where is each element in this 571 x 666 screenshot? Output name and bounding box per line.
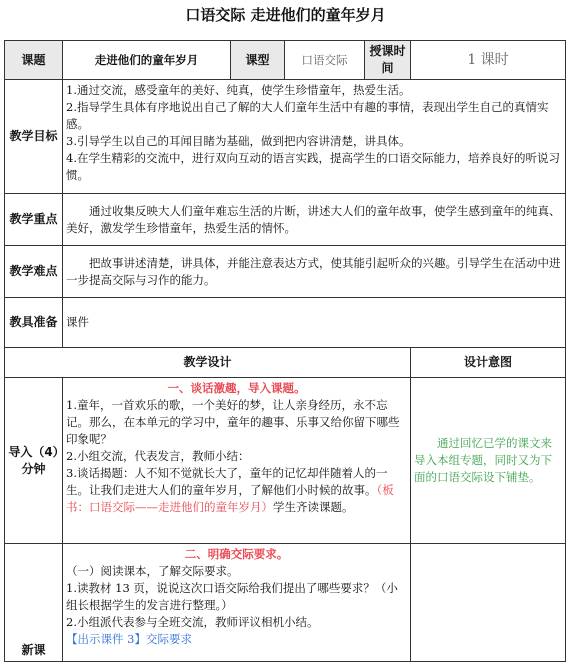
- design-header-row: [5, 348, 566, 378]
- intent-header: 设计意图: [411, 348, 566, 378]
- goal-item: 2.指导学生具体有序地说出自己了解的大人们童年生活中有趣的事情，表现出学生自己的真情实感。: [66, 100, 549, 131]
- topic-value: 走进他们的童年岁月: [63, 41, 231, 80]
- hours-value: 1 课时: [411, 41, 566, 80]
- new-lesson-heading: 二、明确交际要求。: [184, 547, 289, 561]
- intro-content: [63, 378, 411, 544]
- topic-label: 课题: [5, 41, 63, 80]
- new-lesson-row: [5, 544, 566, 662]
- key-points-label: 教学重点: [5, 194, 63, 246]
- key-points-row: [5, 194, 566, 246]
- header-row: [5, 41, 566, 80]
- difficulties-row: [5, 246, 566, 298]
- difficulties-text: 把故事讲述清楚，讲具体，并能注意表达方式，使其能引起听众的兴趣。引导学生在活动中进一步提高交际与习作的能力。: [63, 246, 566, 298]
- lesson-plan-table: [4, 40, 566, 662]
- intro-label: 导入（4）分钟: [5, 378, 63, 544]
- goal-item: 4.在学生精彩的交流中，进行双向互动的语言实践，提高学生的口语交际能力，培养良好的听说习惯。: [66, 151, 560, 182]
- hours-label: 授课时间: [365, 41, 411, 80]
- document-title: 口语交际 走进他们的童年岁月: [185, 6, 386, 24]
- goal-item: 3.引导学生以自己的耳闻目睹为基础，做到把内容讲清楚，讲具体。: [66, 134, 411, 148]
- intro-intent: 通过回忆已学的课文来导入本组专题，同时又为下面的口语交际设下铺垫。: [411, 378, 566, 544]
- goals-label: 教学目标: [5, 80, 63, 194]
- new-lesson-paragraph: 1.读教材 13 页，说说这次口语交际给我们提出了哪些要求？（小组长根据学生的发言进行整理。）: [66, 581, 398, 612]
- blackboard-note: （板书：口语交际——走进他们的童年岁月）: [66, 483, 394, 514]
- new-lesson-subheading: （一）阅读课本，了解交际要求。: [66, 564, 239, 578]
- intro-heading: 一、谈话激趣，导入课题。: [167, 381, 306, 395]
- new-lesson-intent: [411, 544, 566, 662]
- goals-content: [63, 80, 566, 194]
- type-label: 课型: [231, 41, 285, 80]
- tools-text: 课件: [63, 298, 566, 348]
- intro-paragraph: 3.谈话揭题：人不知不觉就长大了，童年的记忆却伴随着人的一生。让我们走进大人们的童年岁月，了解他们小时候的故事。（板书：口语交际——走进他们的童年岁月）学生齐读课题。: [66, 466, 394, 514]
- type-value: 口语交际: [285, 41, 365, 80]
- courseware-note: 【出示课件 3】交际要求: [66, 632, 192, 646]
- intro-paragraph: 2.小组交流，代表发言，教师小结：: [66, 449, 250, 463]
- goals-row: [5, 80, 566, 194]
- new-lesson-content: [63, 544, 411, 662]
- intro-paragraph: 1.童年，一首欢乐的歌，一个美好的梦，让人亲身经历，永不忘记。那么，在本单元的学习中，童年的趣事、乐事又给你留下哪些印象呢？: [66, 398, 400, 446]
- intro-row: [5, 378, 566, 544]
- new-lesson-label: 新课: [5, 544, 63, 662]
- new-lesson-paragraph: 2.小组派代表参与全班交流，教师评议相机小结。: [66, 615, 319, 629]
- design-header: 教学设计: [5, 348, 411, 378]
- tools-label: 教具准备: [5, 298, 63, 348]
- tools-row: [5, 298, 566, 348]
- difficulties-label: 教学难点: [5, 246, 63, 298]
- key-points-text: 通过收集反映大人们童年难忘生活的片断，讲述大人们的童年故事，使学生感到童年的纯真、美好，激发学生珍惜童年，热爱生活的情怀。: [63, 194, 566, 246]
- goal-item: 1.通过交流，感受童年的美好、纯真，使学生珍惜童年，热爱生活。: [66, 83, 411, 97]
